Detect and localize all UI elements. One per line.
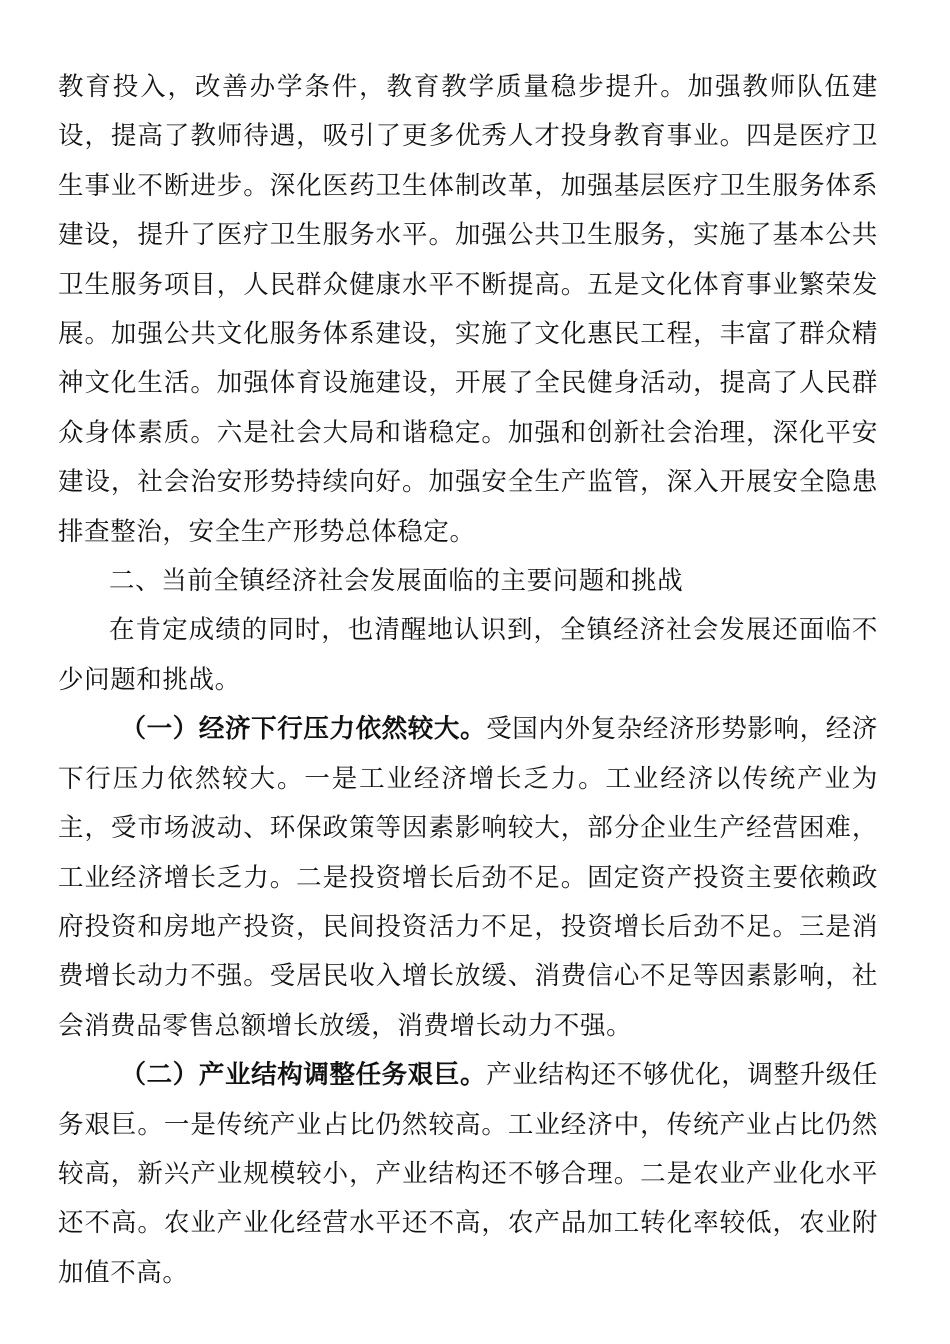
item-1-body: 受国内外复杂经济形势影响，经济下行压力依然较大。一是工业经济增长乏力。工业经济以传统产业为主，受市场波动、环保政策等因素影响较大，部分企业生产经营困难，工业经济增长乏力。二是投资增长后劲不足。固定资产投资主要依赖政府投资和房地产投资，民间投资活力不足，投资增长后劲不足。三是消费增长动力不强。受居民收入增长放缓、消费信心不足等因素影响，社会消费品零售总额增长放缓，消费增长动力不强。 — [58, 714, 878, 1041]
item-2-body: 产业结构还不够优化，调整升级任务艰巨。一是传统产业占比仍然较高。工业经济中，传统产业占比仍然较高，新兴产业规模较小，产业结构还不够合理。二是农业产业化水平还不高。农业产业化经营水平还不高，农产品加工转化率较低，农业附加值不高。 — [58, 1060, 878, 1288]
item-2-paragraph — [58, 1051, 878, 1298]
document-page — [58, 63, 878, 1298]
paragraph-continuation: 教育投入，改善办学条件，教育教学质量稳步提升。加强教师队伍建设，提高了教师待遇，吸引了更多优秀人才投身教育事业。四是医疗卫生事业不断进步。深化医药卫生体制改革，加强基层医疗卫生服务体系建设，提升了医疗卫生服务水平。加强公共卫生服务，实施了基本公共卫生服务项目，人民群众健康水平不断提高。五是文化体育事业繁荣发展。加强公共文化服务体系建设，实施了文化惠民工程，丰富了群众精神文化生活。加强体育设施建设，开展了全民健身活动，提高了人民群众身体素质。六是社会大局和谐稳定。加强和创新社会治理，深化平安建设，社会治安形势持续向好。加强安全生产监管，深入开展安全隐患排查整治，安全生产形势总体稳定。 — [58, 72, 878, 547]
item-1-paragraph — [58, 705, 878, 1051]
item-1-title: （一）经济下行压力依然较大。 — [120, 714, 487, 745]
item-2-title: （二）产业结构调整任务艰巨。 — [120, 1060, 487, 1091]
section-heading: 二、当前全镇经济社会发展面临的主要问题和挑战 — [109, 566, 684, 597]
intro-paragraph: 在肯定成绩的同时，也清醒地认识到，全镇经济社会发展还面临不少问题和挑战。 — [58, 615, 878, 695]
